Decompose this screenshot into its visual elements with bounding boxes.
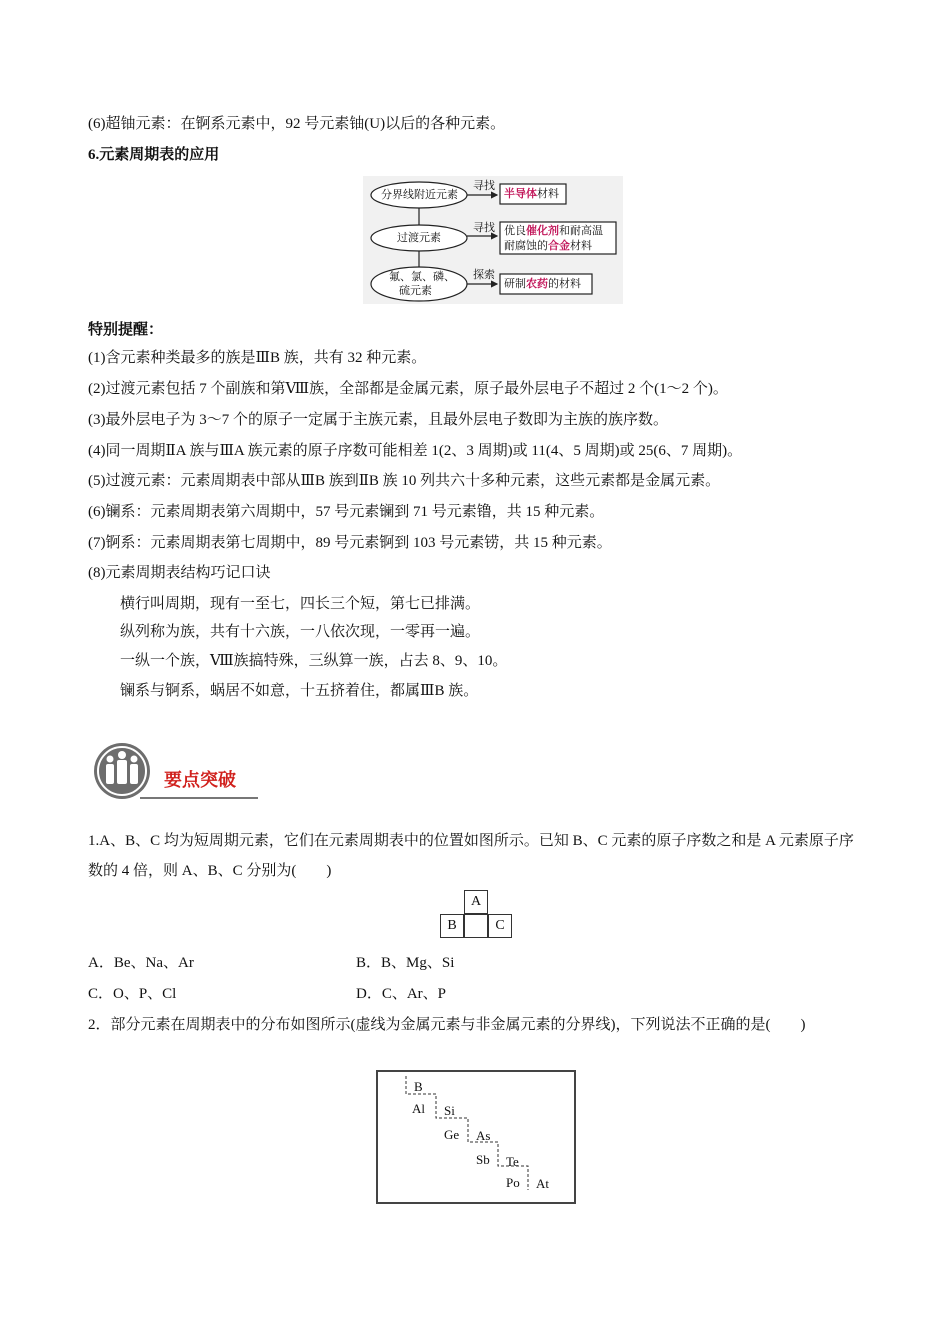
question-1-text: 1.A、B、C 均为短周期元素，它们在元素周期表中的位置如图所示。已知 B、C 元素的原子序数之和是 A 元素原子序数的 4 倍，则 A、B、C 分别为( ) — [88, 833, 854, 879]
cell-empty — [464, 914, 488, 938]
section-title: 要点突破 — [164, 770, 236, 791]
flow-arrow-label: 寻找 — [473, 180, 495, 192]
tip-item: (7)锕系：元素周期表第七周期中，89 号元素锕到 103 号元素铹，共 15 种元素。 — [88, 535, 612, 551]
mnemonic-line: 一纵一个族，Ⅷ族搞特殊，三纵算一族，占去 8、9、10。 — [120, 653, 508, 669]
tip-item: (1)含元素种类最多的族是ⅢB 族，共有 32 种元素。 — [88, 350, 427, 366]
flow-arrow-label: 寻找 — [473, 222, 495, 234]
element-symbol: Al — [412, 1101, 425, 1116]
option-b: B．B、Mg、Si — [356, 955, 455, 971]
flow-node-nonmetal-a: 氟、氯、磷、 — [389, 271, 455, 283]
mnemonic-line: 纵列称为族，共有十六族，一八依次现，一零再一遍。 — [120, 624, 481, 640]
flow-node-nonmetal-b: 硫元素 — [399, 285, 432, 297]
cell-b: B — [440, 914, 464, 938]
element-staircase-figure — [376, 1070, 576, 1204]
flow-result-2a: 优良催化剂和耐高温 — [504, 225, 603, 237]
flow-node-transition: 过渡元素 — [397, 232, 441, 244]
option-a: A．Be、Na、Ar — [88, 955, 194, 971]
flow-arrow-label: 探索 — [473, 269, 495, 281]
text-line: (6)超铀元素：在锕系元素中，92 号元素铀(U)以后的各种元素。 — [88, 116, 506, 132]
element-symbol: As — [476, 1128, 491, 1143]
flow-node-boundary: 分界线附近元素 — [381, 189, 458, 201]
flow-result-3: 研制农药的材料 — [504, 278, 581, 290]
flow-result-1: 半导体材料 — [504, 188, 559, 200]
element-symbol: Te — [506, 1154, 519, 1169]
tip-title: 特别提醒： — [88, 322, 164, 338]
element-symbol: Ge — [444, 1127, 460, 1142]
question-2-text: 2．部分元素在周期表中的分布如图所示(虚线为金属元素与非金属元素的分界线)，下列说法不正确的是( ) — [88, 1017, 806, 1033]
section-heading: 6.元素周期表的应用 — [88, 147, 220, 163]
cell-c: C — [488, 914, 512, 938]
tip-item: (2)过渡元素包括 7 个副族和第Ⅷ族，全部都是金属元素，原子最外层电子不超过 2 个(1～2 个)。 — [88, 381, 728, 397]
option-c: C．O、P、Cl — [88, 986, 177, 1002]
flow-result-2b: 耐腐蚀的合金材料 — [504, 240, 592, 252]
cell-a: A — [464, 890, 488, 914]
tip-item: (4)同一周期ⅡA 族与ⅢA 族元素的原子序数可能相差 1(2、3 周期)或 11(4、5 周期)或 25(6、7 周期)。 — [88, 443, 743, 459]
option-d: D．C、Ar、P — [356, 986, 447, 1002]
element-symbol: Sb — [476, 1152, 490, 1167]
element-symbol: Po — [506, 1175, 520, 1190]
mnemonic-line: 镧系与锕系，蜗居不如意，十五挤着住，都属ⅢB 族。 — [120, 683, 479, 699]
tip-item: (5)过渡元素：元素周期表中部从ⅢB 族到ⅡB 族 10 列共六十多种元素，这些元素都是金属元素。 — [88, 473, 721, 489]
element-symbol: Si — [444, 1103, 455, 1118]
application-flowchart — [363, 176, 623, 304]
tip-item: (3)最外层电子为 3～7 个的原子一定属于主族元素，且最外层电子数即为主族的族序数。 — [88, 412, 668, 428]
element-symbol: B — [414, 1079, 423, 1094]
mnemonic-line: 横行叫周期，现有一至七，四长三个短，第七已排满。 — [120, 596, 481, 612]
tip-item: (6)镧系：元素周期表第六周期中，57 号元素镧到 71 号元素镥，共 15 种元素。 — [88, 504, 605, 520]
tip-item: (8)元素周期表结构巧记口诀 — [88, 565, 271, 581]
element-symbol: At — [536, 1176, 549, 1191]
